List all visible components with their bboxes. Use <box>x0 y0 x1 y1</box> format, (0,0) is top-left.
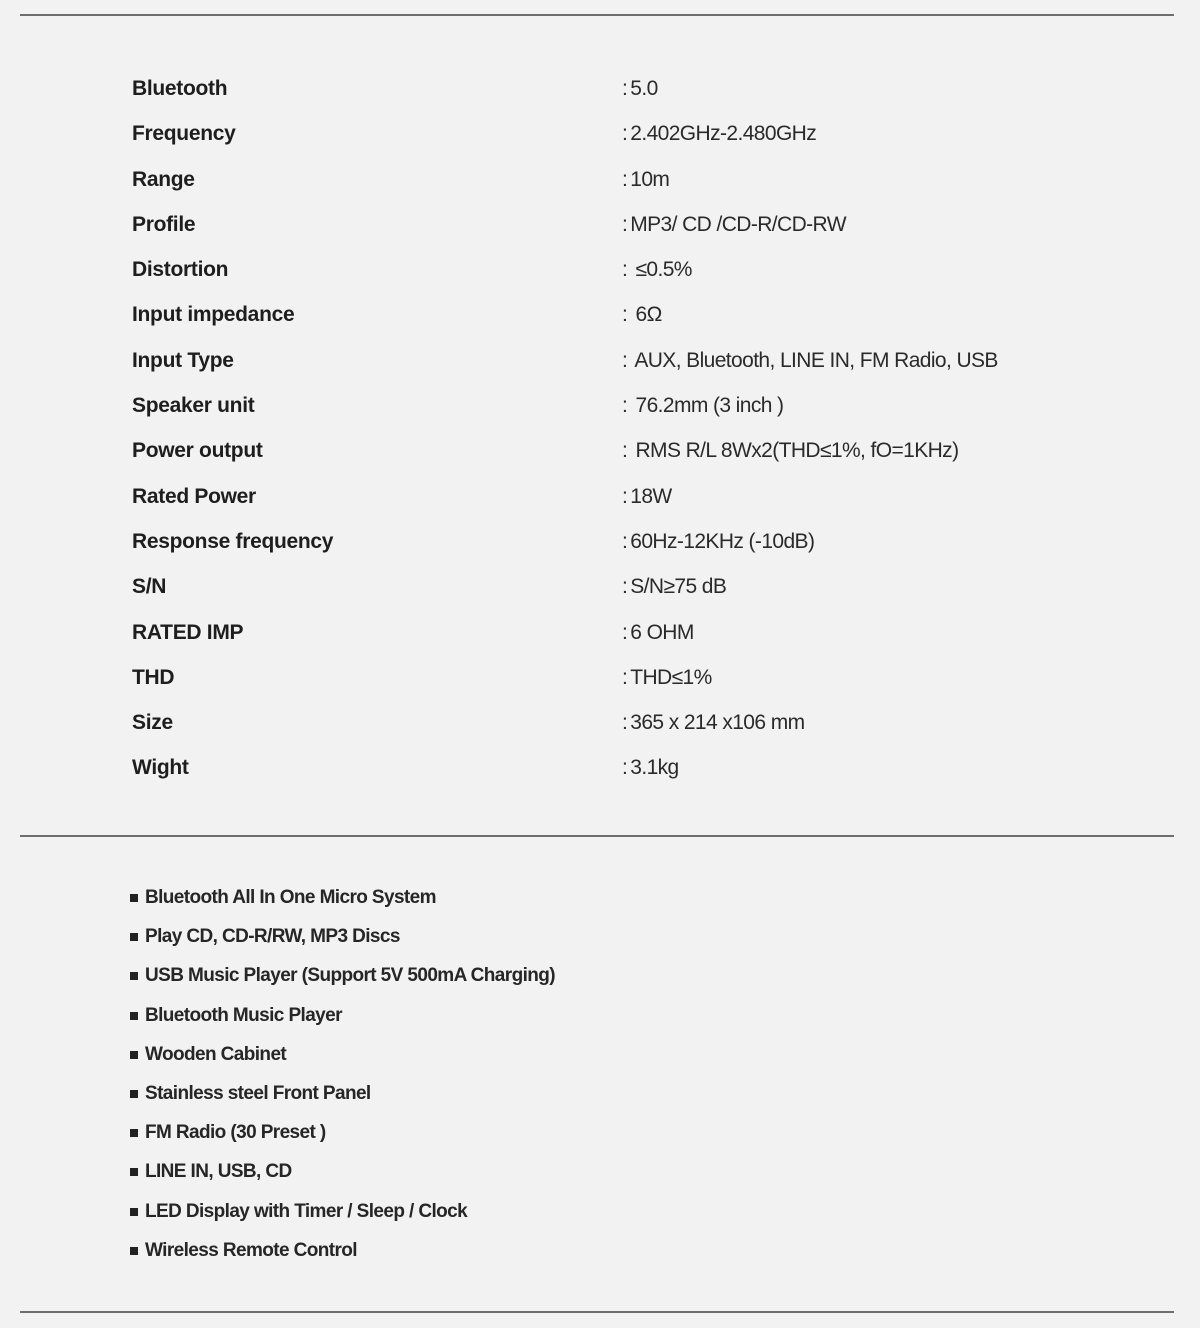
spec-separator: : <box>622 756 628 780</box>
spec-value-text: AUX, Bluetooth, LINE IN, FM Radio, USB <box>630 348 998 372</box>
square-bullet-icon <box>130 972 138 980</box>
spec-separator: : <box>622 122 628 146</box>
square-bullet-icon <box>130 933 138 941</box>
feature-text: Stainless steel Front Panel <box>145 1082 371 1104</box>
spec-value <box>622 115 816 153</box>
feature-text: Bluetooth All In One Micro System <box>145 887 436 908</box>
spec-row-power-output <box>132 432 1132 477</box>
spec-value-text: 76.2mm (3 inch ) <box>630 394 784 418</box>
spec-label: Rated Power <box>132 484 256 508</box>
spec-separator: : <box>622 529 628 553</box>
square-bullet-icon <box>130 1012 138 1020</box>
spec-value <box>622 161 669 199</box>
spec-value-text: 6 OHM <box>630 620 694 644</box>
spec-value <box>622 568 726 606</box>
spec-value-text: 5.0 <box>630 77 658 100</box>
spec-row-sn <box>132 568 1132 613</box>
spec-label: Distortion <box>132 258 229 282</box>
spec-row-input-type <box>132 342 1132 387</box>
spec-value <box>622 523 814 561</box>
top-divider <box>20 14 1174 16</box>
spec-label: Response frequency <box>132 529 334 553</box>
spec-row-response-frequency <box>132 523 1132 568</box>
spec-value-text: THD≤1% <box>630 665 712 689</box>
spec-value <box>622 432 958 470</box>
spec-separator: : <box>622 212 628 236</box>
middle-divider <box>20 835 1174 837</box>
feature-item <box>130 880 1030 919</box>
feature-text: USB Music Player (Support 5V 500mA Charging) <box>145 965 555 987</box>
spec-label: THD <box>132 665 175 689</box>
feature-text: Wireless Remote Control <box>145 1239 357 1261</box>
square-bullet-icon <box>130 1208 138 1216</box>
spec-separator: : <box>622 484 628 508</box>
spec-label: S/N <box>132 575 167 599</box>
spec-label: Wight <box>132 756 189 780</box>
spec-separator: : <box>622 167 628 191</box>
spec-row-rated-imp <box>132 614 1132 659</box>
spec-value <box>622 251 692 289</box>
spec-separator: : <box>622 258 628 282</box>
spec-row-input-impedance <box>132 296 1132 341</box>
spec-value <box>622 342 998 380</box>
spec-label: RATED IMP <box>132 620 244 644</box>
spec-label: Bluetooth <box>132 77 228 100</box>
feature-list <box>130 880 1030 1272</box>
spec-value-text: RMS R/L 8Wx2(THD≤1%, fO=1KHz) <box>630 439 959 463</box>
spec-value <box>622 659 712 697</box>
square-bullet-icon <box>130 1168 138 1176</box>
spec-value-text: 2.402GHz-2.480GHz <box>630 122 817 146</box>
spec-value-text: MP3/ CD /CD-R/CD-RW <box>630 212 846 236</box>
spec-row-profile <box>132 206 1132 251</box>
feature-item <box>130 998 1030 1037</box>
spec-row-speaker-unit <box>132 387 1132 432</box>
feature-item <box>130 919 1030 958</box>
spec-value <box>622 296 662 334</box>
feature-text: Play CD, CD-R/RW, MP3 Discs <box>145 926 400 948</box>
spec-separator: : <box>622 394 628 418</box>
spec-label: Frequency <box>132 122 236 146</box>
square-bullet-icon <box>130 1051 138 1059</box>
spec-row-size <box>132 704 1132 749</box>
spec-value-text: 6Ω <box>630 303 662 327</box>
spec-value-text: ≤0.5% <box>630 258 692 282</box>
spec-row-rated-power <box>132 478 1132 523</box>
spec-value <box>622 614 694 652</box>
spec-value <box>622 70 658 108</box>
spec-separator: : <box>622 303 628 327</box>
feature-item <box>130 1194 1030 1233</box>
spec-value-text: 3.1kg <box>630 756 679 780</box>
square-bullet-icon <box>130 1129 138 1137</box>
spec-row-frequency <box>132 115 1132 160</box>
spec-value-text: S/N≥75 dB <box>630 575 727 599</box>
spec-separator: : <box>622 348 628 372</box>
spec-separator: : <box>622 77 628 100</box>
feature-text: FM Radio (30 Preset ) <box>145 1122 326 1144</box>
feature-text: Bluetooth Music Player <box>145 1004 342 1026</box>
spec-value <box>622 387 783 425</box>
bottom-divider <box>20 1311 1174 1313</box>
square-bullet-icon <box>130 894 138 902</box>
spec-label: Input Type <box>132 348 234 372</box>
feature-item <box>130 1037 1030 1076</box>
spec-separator: : <box>622 575 628 599</box>
spec-value <box>622 206 846 244</box>
spec-row-bluetooth <box>132 70 1132 115</box>
spec-row-range <box>132 161 1132 206</box>
spec-label: Range <box>132 167 195 191</box>
spec-separator: : <box>622 665 628 689</box>
spec-label: Profile <box>132 212 196 236</box>
spec-value <box>622 704 805 742</box>
spec-row-weight <box>132 749 1132 794</box>
spec-label: Power output <box>132 439 263 463</box>
spec-separator: : <box>622 711 628 735</box>
square-bullet-icon <box>130 1247 138 1255</box>
spec-label: Input impedance <box>132 303 295 327</box>
feature-text: LINE IN, USB, CD <box>145 1161 292 1183</box>
spec-table <box>132 70 1132 795</box>
spec-value <box>622 749 679 787</box>
feature-text: Wooden Cabinet <box>145 1043 287 1065</box>
square-bullet-icon <box>130 1090 138 1098</box>
spec-value <box>622 478 672 516</box>
spec-separator: : <box>622 439 628 463</box>
spec-value-text: 18W <box>630 484 672 508</box>
spec-row-thd <box>132 659 1132 704</box>
spec-separator: : <box>622 620 628 644</box>
feature-text: LED Display with Timer / Sleep / Clock <box>145 1200 468 1222</box>
feature-item <box>130 1115 1030 1154</box>
feature-item <box>130 1154 1030 1193</box>
feature-item <box>130 958 1030 997</box>
feature-item <box>130 1076 1030 1115</box>
spec-value-text: 10m <box>630 167 670 191</box>
spec-label: Size <box>132 711 173 735</box>
spec-value-text: 365 x 214 x106 mm <box>630 711 805 735</box>
feature-item <box>130 1233 1030 1272</box>
spec-value-text: 60Hz-12KHz (-10dB) <box>630 529 815 553</box>
spec-row-distortion <box>132 251 1132 296</box>
spec-label: Speaker unit <box>132 394 255 418</box>
